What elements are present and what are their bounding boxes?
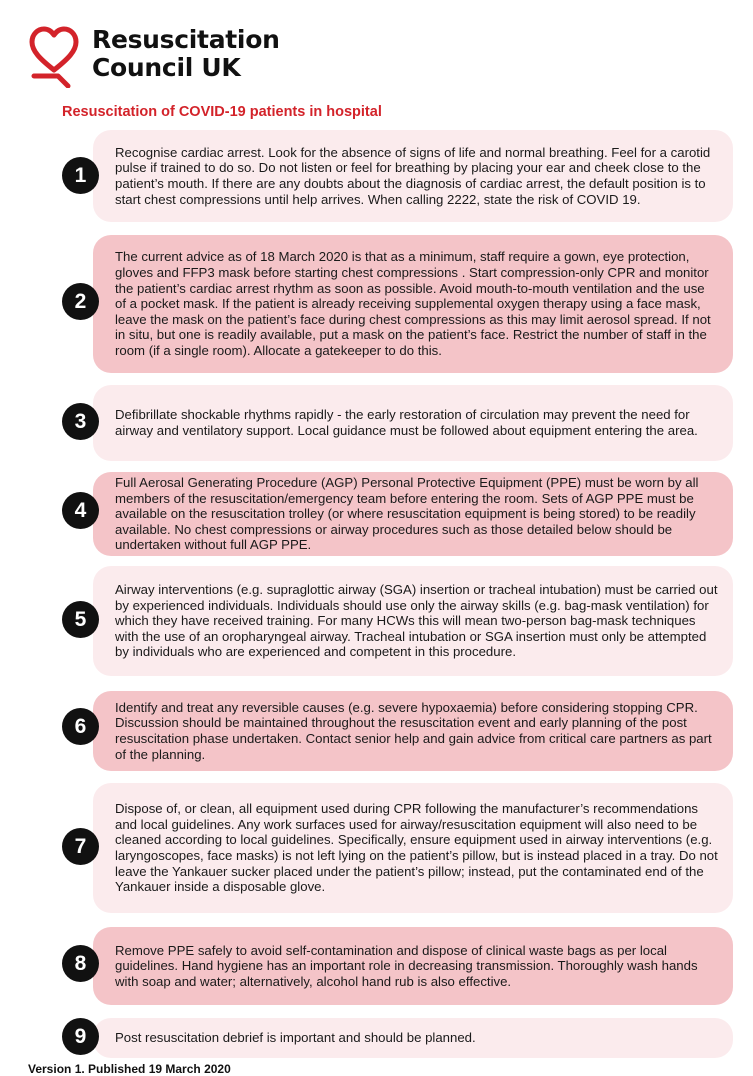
step-7-panel bbox=[93, 783, 733, 913]
step-6-number: 6 bbox=[62, 708, 99, 745]
step-2-text: The current advice as of 18 March 2020 is that as a minimum, staff require a gown, eye protection, gloves and FFP3 mask before starting chest compressions . Start compression-only CPR and monitor the patient’s cardiac arrest rhythm as soon as possible. Avoid mouth-to-mouth ventilation and the use of a pocket mask. If the patient is already receiving supplemental oxygen therapy using a face mask, leave the mask on the patient’s face during chest compressions as this may limit aerosol spread. If not in situ, but one is readily available, put a mask on the patient’s face. Restrict the number of staff in the room (if a single room). Allocate a gatekeeper to do this. bbox=[115, 249, 711, 358]
step-3-text: Defibrillate shockable rhythms rapidly - the early restoration of circulation may prevent the need for airway and ventilatory support. Local guidance must be followed about equipment entering the area. bbox=[115, 407, 698, 438]
step-1-number: 1 bbox=[62, 157, 99, 194]
step-8-number: 8 bbox=[62, 945, 99, 982]
step-7-number: 7 bbox=[62, 828, 99, 865]
heart-icon bbox=[28, 26, 80, 88]
step-8-text: Remove PPE safely to avoid self-contamination and dispose of clinical waste bags as per local guidelines. Hand hygiene has an important role in decreasing transmission. Thoroughly wash hands with soap and water; alternatively, alcohol hand rub is also effective. bbox=[115, 942, 698, 989]
step-1-panel bbox=[93, 130, 733, 222]
step-7-text: Dispose of, or clean, all equipment used during CPR following the manufacturer’s recommendations and local guidelines. Any work surfaces used for airway/resuscitation equipment will also need to be cleaned according to local guidelines. Specifically, ensure equipment used in airway interventions (e.g. laryngoscopes, face masks) is not left lying on the patient’s pillow, but is instead placed in a tray. Do not leave the Yankauer sucker placed under the patient’s pillow; instead, put the contaminated end of the Yankauer inside a disposable glove. bbox=[115, 801, 718, 895]
step-5-text: Airway interventions (e.g. supraglottic airway (SGA) insertion or tracheal intubation) must be carried out by experienced individuals. Individuals should use only the airway skills (e.g. bag-mask ventilation) for which they have received training. For many HCWs this will mean two-person bag-mask techniques with the use of an oropharyngeal airway. Tracheal intubation or SGA insertion must only be attempted by individuals who are experienced and competent in this procedure. bbox=[115, 582, 718, 660]
brand-name bbox=[92, 26, 280, 82]
step-5-number: 5 bbox=[62, 601, 99, 638]
step-9-text: Post resuscitation debrief is important and should be planned. bbox=[115, 1030, 476, 1046]
step-4-text: Full Aerosal Generating Procedure (AGP) Personal Protective Equipment (PPE) must be worn by all members of the resuscitation/emergency team before entering the room. Sets of AGP PPE must be available on the resuscitation trolley (or where resuscitation equipment is being stored) to be readily available. No chest compressions or airway procedures such as those detailed below should be undertaken without full AGP PPE. bbox=[115, 475, 699, 553]
step-9-number: 9 bbox=[62, 1018, 99, 1055]
brand-name-line1: Resuscitation bbox=[92, 25, 280, 54]
step-6-text: Identify and treat any reversible causes (e.g. severe hypoxaemia) before considering stopping CPR. Discussion should be maintained throughout the resuscitation event and early planning of the post resuscitation phase undertaken. Contact senior help and gain advice from critical care partners as part of the planning. bbox=[115, 699, 712, 762]
step-5-panel bbox=[93, 566, 733, 676]
step-2-number: 2 bbox=[62, 283, 99, 320]
step-4-panel bbox=[93, 472, 733, 556]
brand-logo bbox=[28, 26, 280, 88]
step-9-panel bbox=[93, 1018, 733, 1058]
brand-name-line2: Council UK bbox=[92, 53, 241, 82]
step-1-text: Recognise cardiac arrest. Look for the absence of signs of life and normal breathing. Feel for a carotid pulse if trained to do so. Do not listen or feel for breathing by placing your ear and cheek close to the patient’s mouth. If there are any doubts about the diagnosis of cardiac arrest, the default position is to start chest compressions until help arrives. When calling 2222, state the risk of COVID 19. bbox=[115, 144, 711, 207]
step-6-panel bbox=[93, 691, 733, 771]
step-3-panel bbox=[93, 385, 733, 461]
step-4-number: 4 bbox=[62, 492, 99, 529]
page-subtitle: Resuscitation of COVID-19 patients in hospital bbox=[62, 104, 382, 120]
step-8-panel bbox=[93, 927, 733, 1005]
step-2-panel bbox=[93, 235, 733, 373]
step-3-number: 3 bbox=[62, 403, 99, 440]
version-footer: Version 1. Published 19 March 2020 bbox=[28, 1062, 231, 1076]
